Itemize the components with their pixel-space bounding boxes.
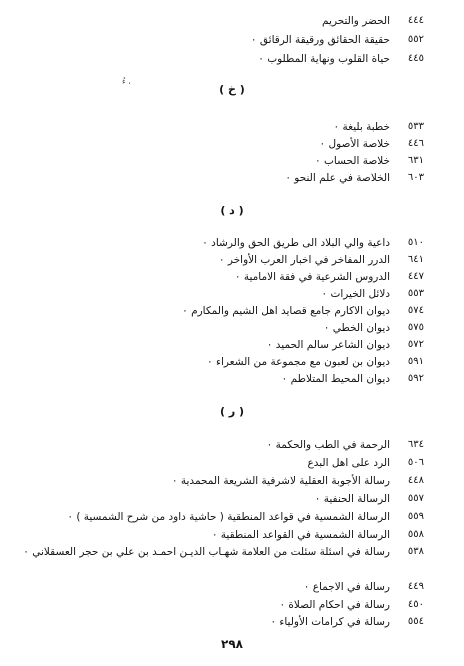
list-item: [0, 234, 464, 252]
entry-title: خطبة بليغة ٠: [333, 121, 390, 133]
entry-number: ٤٤٤: [407, 15, 424, 26]
list-item: [0, 302, 464, 320]
entry-number: ٦٠٣: [407, 172, 424, 183]
entry-number: ٥٣٨: [407, 546, 424, 557]
section-heading: ( د ): [220, 204, 244, 217]
entry-number: ٥٥٩: [407, 511, 424, 522]
entry-title: داعية والي البلاد الى طريق الحق والرشاد ٠: [202, 237, 390, 249]
entry-title: حياة القلوب ونهاية المطلوب ٠: [258, 53, 390, 65]
entry-title: رسالة الأجوبة العقلية لاشرفية الشريعة المحمدية ٠: [171, 475, 390, 487]
entry-title: ديوان الاكارم جامع قصايد اهل الشيم والمكارم ٠: [182, 305, 390, 317]
entry-title: الخلاصة في علم النحو ٠: [285, 172, 390, 184]
entry-number: ٤٤٧: [407, 271, 424, 282]
entry-title: الدرر المفاخر في اخبار العرب الأواخر ٠: [218, 254, 390, 266]
entry-title: رسالة في الاجماع ٠: [303, 581, 390, 593]
section-heading: ( ر ): [219, 405, 245, 418]
stray-mark: ءُ ،: [122, 77, 131, 86]
entry-number: ٥٥٨: [407, 529, 424, 540]
list-item: [0, 251, 464, 269]
entry-number: ٥٩١: [407, 356, 424, 367]
entry-number: ٤٤٩: [407, 581, 424, 592]
entry-title: الرحمة في الطب والحكمة ٠: [266, 439, 390, 451]
entry-number: ٥٥٧: [407, 493, 424, 504]
list-item: [0, 436, 464, 454]
list-item: [0, 370, 464, 388]
list-item: [0, 169, 464, 187]
list-item: [0, 12, 464, 30]
list-item: [0, 135, 464, 153]
entry-title: ديوان المحيط المتلاطم ٠: [281, 373, 390, 385]
list-item: [0, 490, 464, 508]
entry-title: خلاصة الأصول ٠: [319, 138, 390, 150]
list-item: [0, 336, 464, 354]
entry-title: دلائل الخيرات ٠: [321, 288, 390, 300]
entry-number: ٥١٠: [407, 237, 424, 248]
list-item: [0, 596, 464, 614]
list-item: [0, 353, 464, 371]
entry-title: الرد على اهل البدع: [307, 457, 390, 469]
list-item: [0, 454, 464, 472]
list-item: [0, 613, 464, 631]
entry-number: ٥٧٥: [407, 322, 424, 333]
entry-number: ٥٥٢: [407, 34, 424, 45]
entry-number: ٦٤١: [407, 254, 424, 265]
entry-title: الرسالة الشمسية في القواعد المنطقية ٠: [211, 529, 390, 541]
entry-number: ٤٤٥: [407, 53, 424, 64]
entry-title: ديوان الشاعر سالم الحميد ٠: [266, 339, 390, 351]
section-heading: ( خ ): [219, 83, 245, 96]
entry-title: الدروس الشرعية في فقة الامامية ٠: [234, 271, 390, 283]
page-number: ٢٩٨: [221, 637, 243, 651]
entry-number: ٥٠٦: [407, 457, 424, 468]
entry-title: رسالة في كرامات الأولياء ٠: [270, 616, 390, 628]
entry-number: ٦٣٤: [407, 439, 424, 450]
entry-title: خلاصة الحساب ٠: [315, 155, 390, 167]
entry-number: ٤٥٠: [407, 599, 424, 610]
entry-number: ٥٥٤: [407, 616, 424, 627]
entry-title: ديوان الخطي ٠: [323, 322, 390, 334]
entry-number: ٥٥٣: [407, 288, 424, 299]
entry-number: ٥٧٤: [407, 305, 424, 316]
list-item: [0, 508, 464, 526]
entry-title: رسالة في اسئلة سئلت من العلامة شهـاب الديـن احمـد بن علي بن حجر العسقلاني ٠: [23, 546, 390, 558]
entry-number: ٤٤٨: [407, 475, 424, 486]
list-item: [0, 118, 464, 136]
list-item: [0, 526, 464, 544]
entry-number: ٤٤٦: [407, 138, 424, 149]
list-item: [0, 319, 464, 337]
list-item: [0, 472, 464, 490]
entry-title: ديوان بن لعبون مع مجموعة من الشعراء ٠: [207, 356, 390, 368]
entry-number: ٥٩٢: [407, 373, 424, 384]
entry-title: الحضر والتحريم: [322, 15, 390, 27]
entry-number: ٥٧٢: [407, 339, 424, 350]
list-item: [0, 268, 464, 286]
list-item: [0, 285, 464, 303]
list-item: [0, 50, 464, 68]
entry-title: حقيقة الحقائق ورقيقة الرقائق ٠: [250, 34, 390, 46]
entry-title: الرسالة الشمسية في قواعد المنطقية ( حاشية داود من شرح الشمسية ) ٠: [67, 511, 390, 523]
entry-number: ٥٣٣: [407, 121, 424, 132]
list-item: [0, 578, 464, 596]
entry-title: رسالة في احكام الصلاة ٠: [279, 599, 390, 611]
list-item: [0, 152, 464, 170]
entry-title: الرسالة الحنفية ٠: [314, 493, 390, 505]
list-item: [0, 31, 464, 49]
entry-number: ٦٣١: [407, 155, 424, 166]
